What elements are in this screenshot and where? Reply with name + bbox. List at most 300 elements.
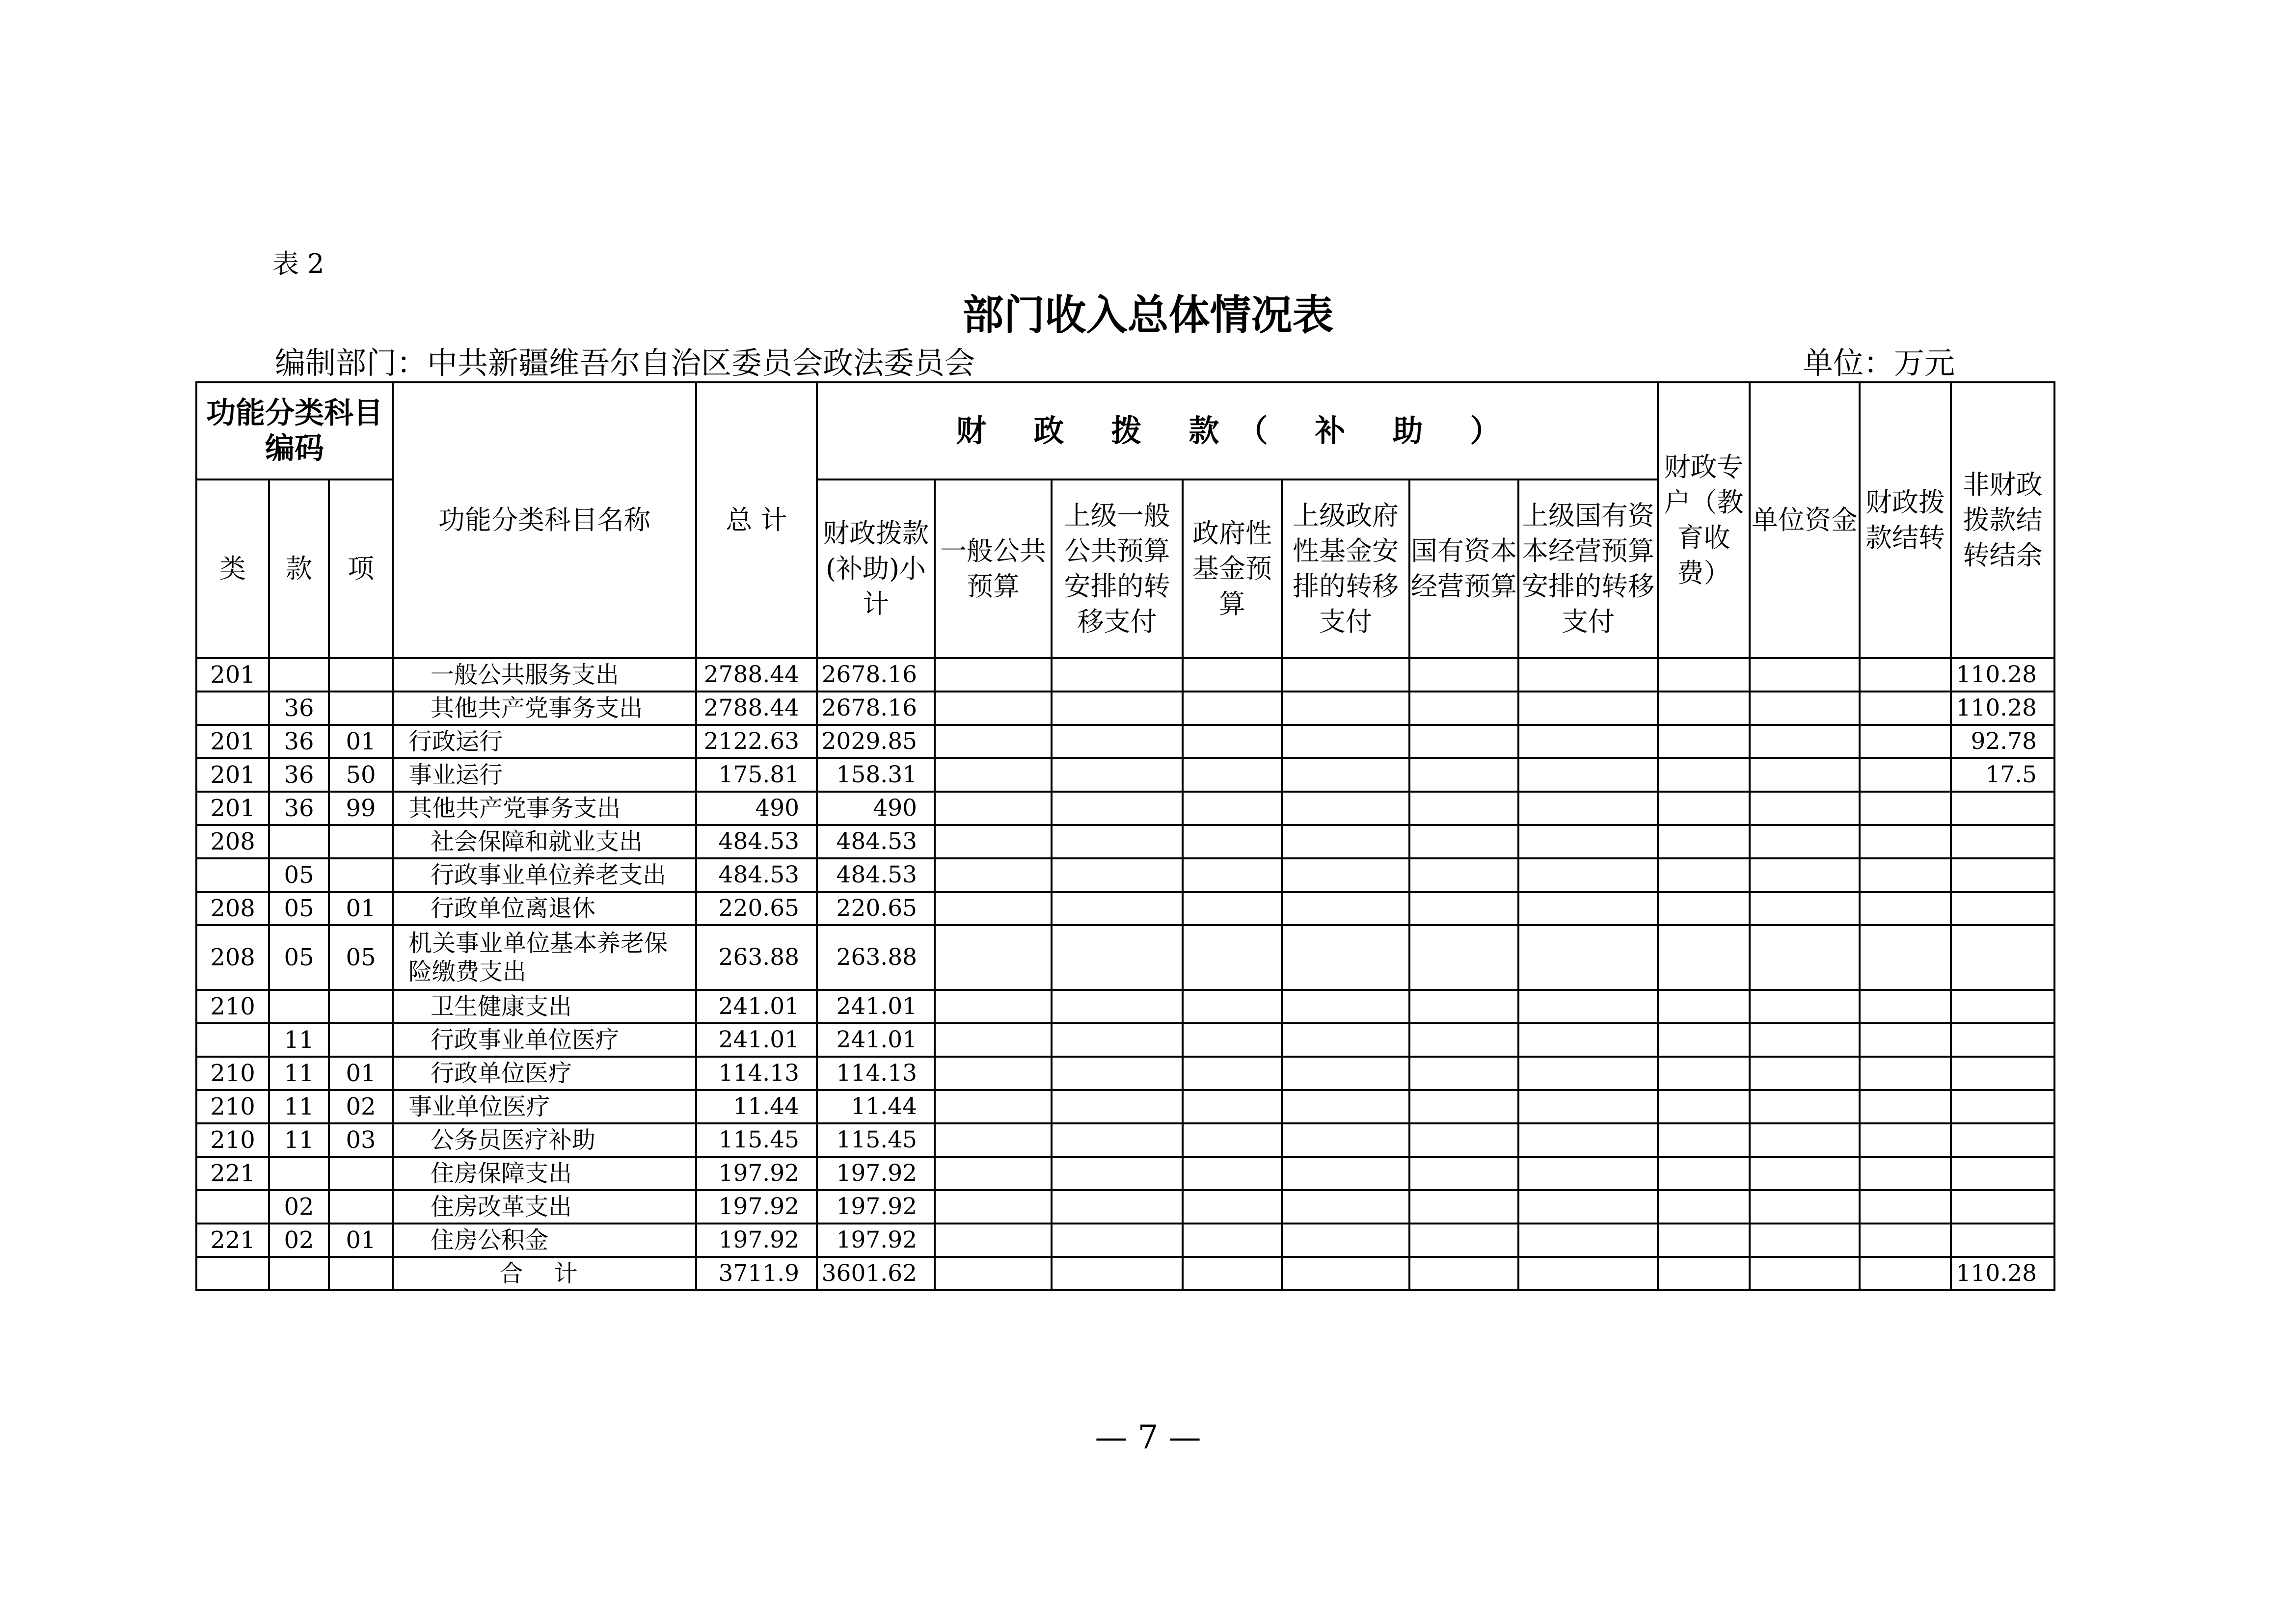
unit-label: 单位：万元 bbox=[1803, 345, 1955, 381]
table-row bbox=[196, 825, 2054, 858]
cell-empty bbox=[1518, 1257, 1658, 1290]
cell-empty bbox=[935, 1090, 1052, 1123]
cell-empty bbox=[935, 1057, 1052, 1090]
cell-empty bbox=[1860, 1224, 1951, 1257]
cell-kuan: 11 bbox=[269, 1023, 329, 1057]
cell-name: 行政事业单位医疗 bbox=[393, 1023, 696, 1057]
cell-empty bbox=[935, 758, 1052, 792]
cell-empty bbox=[1750, 858, 1860, 892]
cell-empty bbox=[269, 1257, 329, 1290]
cell-empty bbox=[1409, 858, 1518, 892]
table-row bbox=[196, 1190, 2054, 1224]
cell-empty bbox=[1750, 1023, 1860, 1057]
cell-empty bbox=[1052, 892, 1183, 925]
table-row bbox=[196, 1224, 2054, 1257]
cell-name: 机关事业单位基本养老保险缴费支出 bbox=[393, 925, 696, 990]
cell-empty bbox=[1282, 658, 1409, 692]
cell-empty bbox=[1282, 1057, 1409, 1090]
cell-empty bbox=[935, 1257, 1052, 1290]
cell-empty bbox=[1860, 758, 1951, 792]
cell-empty bbox=[1860, 1057, 1951, 1090]
cell-total: 484.53 bbox=[696, 825, 817, 858]
cell-nonfiscal bbox=[1951, 1057, 2054, 1090]
cell-empty bbox=[1409, 1090, 1518, 1123]
header-fiscal-carryover: 财政拨款结转 bbox=[1860, 382, 1951, 658]
cell-fiscal-subtotal: 241.01 bbox=[817, 990, 935, 1023]
cell-empty bbox=[1183, 658, 1282, 692]
cell-kuan: 02 bbox=[269, 1224, 329, 1257]
cell-empty bbox=[1658, 1057, 1750, 1090]
cell-empty bbox=[1409, 825, 1518, 858]
cell-empty bbox=[1518, 1190, 1658, 1224]
cell-lei: 201 bbox=[196, 725, 269, 758]
cell-nonfiscal bbox=[1951, 858, 2054, 892]
cell-empty bbox=[1052, 990, 1183, 1023]
cell-empty bbox=[1658, 1023, 1750, 1057]
cell-xiang: 01 bbox=[329, 1224, 393, 1257]
header-code-group: 功能分类科目编码 bbox=[196, 382, 393, 479]
cell-fiscal-subtotal: 11.44 bbox=[817, 1090, 935, 1123]
cell-fiscal-subtotal: 114.13 bbox=[817, 1057, 935, 1090]
cell-xiang: 99 bbox=[329, 792, 393, 825]
cell-nonfiscal bbox=[1951, 1190, 2054, 1224]
cell-empty bbox=[1183, 892, 1282, 925]
cell-total: 3711.9 bbox=[696, 1257, 817, 1290]
cell-total: 175.81 bbox=[696, 758, 817, 792]
cell-kuan: 11 bbox=[269, 1057, 329, 1090]
cell-empty bbox=[1409, 990, 1518, 1023]
cell-name: 一般公共服务支出 bbox=[393, 658, 696, 692]
cell-total: 2788.44 bbox=[696, 658, 817, 692]
cell-empty bbox=[1282, 990, 1409, 1023]
cell-nonfiscal: 110.28 bbox=[1951, 1257, 2054, 1290]
cell-total: 197.92 bbox=[696, 1224, 817, 1257]
cell-name: 公务员医疗补助 bbox=[393, 1123, 696, 1157]
cell-empty bbox=[1518, 858, 1658, 892]
cell-empty bbox=[1658, 858, 1750, 892]
cell-empty bbox=[1750, 692, 1860, 725]
cell-empty bbox=[1658, 925, 1750, 990]
cell-empty bbox=[1409, 1057, 1518, 1090]
cell-total: 114.13 bbox=[696, 1057, 817, 1090]
cell-kuan bbox=[269, 658, 329, 692]
cell-empty bbox=[1183, 1090, 1282, 1123]
cell-fiscal-subtotal: 263.88 bbox=[817, 925, 935, 990]
cell-empty bbox=[1518, 1090, 1658, 1123]
cell-empty bbox=[329, 1257, 393, 1290]
header-total: 总 计 bbox=[696, 382, 817, 658]
cell-empty bbox=[1052, 1057, 1183, 1090]
cell-xiang bbox=[329, 692, 393, 725]
cell-empty bbox=[1282, 925, 1409, 990]
cell-total: 241.01 bbox=[696, 1023, 817, 1057]
cell-empty bbox=[935, 792, 1052, 825]
cell-lei: 201 bbox=[196, 792, 269, 825]
cell-empty bbox=[1750, 658, 1860, 692]
cell-empty bbox=[1860, 1190, 1951, 1224]
cell-empty bbox=[1183, 925, 1282, 990]
cell-empty bbox=[1860, 925, 1951, 990]
cell-empty bbox=[1409, 892, 1518, 925]
cell-empty bbox=[1518, 1157, 1658, 1190]
cell-empty bbox=[1860, 990, 1951, 1023]
cell-kuan: 05 bbox=[269, 925, 329, 990]
table-row bbox=[196, 792, 2054, 825]
cell-empty bbox=[1860, 1090, 1951, 1123]
cell-xiang bbox=[329, 1023, 393, 1057]
cell-lei: 201 bbox=[196, 758, 269, 792]
table-row bbox=[196, 1057, 2054, 1090]
cell-empty bbox=[1658, 1123, 1750, 1157]
cell-name: 行政单位离退休 bbox=[393, 892, 696, 925]
header-upper-gov-fund-transfer: 上级政府性基金安排的转移支付 bbox=[1282, 479, 1409, 658]
cell-empty bbox=[1750, 825, 1860, 858]
cell-empty bbox=[1183, 1157, 1282, 1190]
cell-empty bbox=[1282, 1257, 1409, 1290]
cell-empty bbox=[1658, 758, 1750, 792]
cell-xiang bbox=[329, 658, 393, 692]
department-label: 编制部门：中共新疆维吾尔自治区委员会政法委员会 bbox=[275, 345, 975, 381]
cell-fiscal-subtotal: 490 bbox=[817, 792, 935, 825]
cell-empty bbox=[196, 1257, 269, 1290]
cell-empty bbox=[1282, 1157, 1409, 1190]
header-name: 功能分类科目名称 bbox=[393, 382, 696, 658]
cell-empty bbox=[1282, 758, 1409, 792]
cell-empty bbox=[1052, 792, 1183, 825]
cell-name: 事业运行 bbox=[393, 758, 696, 792]
cell-empty bbox=[1518, 792, 1658, 825]
table-row bbox=[196, 990, 2054, 1023]
cell-empty bbox=[1183, 1190, 1282, 1224]
cell-empty bbox=[1052, 1023, 1183, 1057]
cell-empty bbox=[1183, 725, 1282, 758]
cell-empty bbox=[1282, 1190, 1409, 1224]
cell-empty bbox=[935, 725, 1052, 758]
cell-fiscal-subtotal: 2029.85 bbox=[817, 725, 935, 758]
cell-lei bbox=[196, 692, 269, 725]
table-row bbox=[196, 692, 2054, 725]
cell-empty bbox=[935, 825, 1052, 858]
table-row bbox=[196, 1123, 2054, 1157]
cell-nonfiscal bbox=[1951, 1157, 2054, 1190]
cell-empty bbox=[1860, 892, 1951, 925]
cell-empty bbox=[1658, 1157, 1750, 1190]
cell-empty bbox=[1518, 1057, 1658, 1090]
cell-fiscal-subtotal: 197.92 bbox=[817, 1190, 935, 1224]
cell-empty bbox=[1750, 758, 1860, 792]
cell-empty bbox=[1052, 825, 1183, 858]
cell-name: 行政事业单位养老支出 bbox=[393, 858, 696, 892]
cell-empty bbox=[1518, 825, 1658, 858]
cell-empty bbox=[1860, 1257, 1951, 1290]
cell-nonfiscal bbox=[1951, 1224, 2054, 1257]
cell-fiscal-subtotal: 484.53 bbox=[817, 825, 935, 858]
cell-xiang bbox=[329, 825, 393, 858]
cell-total: 2788.44 bbox=[696, 692, 817, 725]
header-fiscal-group: 财 政 拨 款（ 补 助 ） bbox=[817, 382, 1658, 479]
cell-empty bbox=[1052, 1190, 1183, 1224]
cell-empty bbox=[1658, 892, 1750, 925]
cell-empty bbox=[1750, 1090, 1860, 1123]
cell-empty bbox=[1282, 1224, 1409, 1257]
cell-empty bbox=[1860, 858, 1951, 892]
page-title: 部门收入总体情况表 bbox=[962, 291, 1334, 339]
cell-nonfiscal bbox=[1951, 825, 2054, 858]
cell-empty bbox=[1750, 1224, 1860, 1257]
cell-total: 241.01 bbox=[696, 990, 817, 1023]
cell-empty bbox=[1658, 1090, 1750, 1123]
cell-total: 220.65 bbox=[696, 892, 817, 925]
cell-lei: 210 bbox=[196, 1123, 269, 1157]
cell-empty bbox=[1052, 1090, 1183, 1123]
income-table bbox=[195, 381, 2055, 1291]
cell-empty bbox=[935, 692, 1052, 725]
cell-empty bbox=[1052, 758, 1183, 792]
header-fiscal-special: 财政专户（教育收费） bbox=[1658, 382, 1750, 658]
cell-empty bbox=[1658, 692, 1750, 725]
cell-kuan: 36 bbox=[269, 725, 329, 758]
cell-empty bbox=[1860, 658, 1951, 692]
cell-kuan: 05 bbox=[269, 858, 329, 892]
cell-empty bbox=[1518, 925, 1658, 990]
cell-empty bbox=[935, 1023, 1052, 1057]
cell-empty bbox=[1282, 792, 1409, 825]
cell-fiscal-subtotal: 484.53 bbox=[817, 858, 935, 892]
cell-empty bbox=[1518, 658, 1658, 692]
cell-empty bbox=[1409, 1023, 1518, 1057]
cell-empty bbox=[935, 1224, 1052, 1257]
cell-empty bbox=[1183, 1257, 1282, 1290]
cell-empty bbox=[1183, 792, 1282, 825]
cell-empty bbox=[1409, 692, 1518, 725]
cell-lei: 208 bbox=[196, 892, 269, 925]
cell-empty bbox=[1282, 725, 1409, 758]
cell-empty bbox=[1750, 1123, 1860, 1157]
cell-empty bbox=[1658, 990, 1750, 1023]
table-label: 表 2 bbox=[272, 248, 324, 279]
cell-total: 484.53 bbox=[696, 858, 817, 892]
cell-empty bbox=[1409, 1257, 1518, 1290]
cell-nonfiscal bbox=[1951, 925, 2054, 990]
cell-lei bbox=[196, 1190, 269, 1224]
cell-empty bbox=[1183, 1023, 1282, 1057]
table-row bbox=[196, 725, 2054, 758]
cell-name: 其他共产党事务支出 bbox=[393, 692, 696, 725]
cell-empty bbox=[1860, 825, 1951, 858]
cell-empty bbox=[1658, 792, 1750, 825]
cell-empty bbox=[1518, 990, 1658, 1023]
cell-empty bbox=[1183, 758, 1282, 792]
cell-empty bbox=[1518, 692, 1658, 725]
cell-name: 住房公积金 bbox=[393, 1224, 696, 1257]
cell-empty bbox=[1052, 1123, 1183, 1157]
cell-empty bbox=[935, 892, 1052, 925]
cell-lei: 210 bbox=[196, 990, 269, 1023]
cell-empty bbox=[1409, 758, 1518, 792]
cell-empty bbox=[1052, 658, 1183, 692]
cell-name: 事业单位医疗 bbox=[393, 1090, 696, 1123]
cell-fiscal-subtotal: 2678.16 bbox=[817, 692, 935, 725]
cell-empty bbox=[1860, 1123, 1951, 1157]
cell-name: 住房改革支出 bbox=[393, 1190, 696, 1224]
cell-empty bbox=[1750, 892, 1860, 925]
header-lei: 类 bbox=[196, 479, 269, 658]
cell-empty bbox=[1052, 692, 1183, 725]
cell-lei: 221 bbox=[196, 1157, 269, 1190]
header-state-capital: 国有资本经营预算 bbox=[1409, 479, 1518, 658]
table-row bbox=[196, 1157, 2054, 1190]
header-upper-state-capital-transfer: 上级国有资本经营预算安排的转移支付 bbox=[1518, 479, 1658, 658]
cell-xiang: 03 bbox=[329, 1123, 393, 1157]
cell-nonfiscal: 110.28 bbox=[1951, 692, 2054, 725]
cell-empty bbox=[1282, 1123, 1409, 1157]
cell-empty bbox=[1750, 792, 1860, 825]
cell-total: 197.92 bbox=[696, 1190, 817, 1224]
cell-empty bbox=[1658, 1224, 1750, 1257]
cell-empty bbox=[1750, 990, 1860, 1023]
cell-empty bbox=[935, 925, 1052, 990]
cell-nonfiscal bbox=[1951, 1090, 2054, 1123]
header-unit-funds: 单位资金 bbox=[1750, 382, 1860, 658]
cell-total: 197.92 bbox=[696, 1157, 817, 1190]
cell-lei: 210 bbox=[196, 1057, 269, 1090]
cell-lei: 210 bbox=[196, 1090, 269, 1123]
cell-empty bbox=[1518, 892, 1658, 925]
cell-fiscal-subtotal: 241.01 bbox=[817, 1023, 935, 1057]
cell-nonfiscal: 17.5 bbox=[1951, 758, 2054, 792]
cell-empty bbox=[1518, 725, 1658, 758]
cell-empty bbox=[1052, 1224, 1183, 1257]
cell-empty bbox=[1183, 1224, 1282, 1257]
header-nonfiscal-carryover: 非财政拨款结转结余 bbox=[1951, 382, 2054, 658]
cell-nonfiscal: 110.28 bbox=[1951, 658, 2054, 692]
cell-empty bbox=[1860, 692, 1951, 725]
cell-lei: 201 bbox=[196, 658, 269, 692]
cell-empty bbox=[1518, 758, 1658, 792]
cell-empty bbox=[1409, 658, 1518, 692]
header-gov-fund: 政府性基金预算 bbox=[1183, 479, 1282, 658]
cell-empty bbox=[1658, 1257, 1750, 1290]
cell-empty bbox=[1658, 825, 1750, 858]
cell-kuan: 36 bbox=[269, 758, 329, 792]
cell-kuan: 36 bbox=[269, 692, 329, 725]
table-row bbox=[196, 658, 2054, 692]
header-general-public: 一般公共预算 bbox=[935, 479, 1052, 658]
table-row bbox=[196, 758, 2054, 792]
cell-xiang: 02 bbox=[329, 1090, 393, 1123]
cell-empty bbox=[1750, 1190, 1860, 1224]
cell-empty bbox=[1409, 925, 1518, 990]
cell-empty bbox=[1860, 1023, 1951, 1057]
cell-empty bbox=[1860, 792, 1951, 825]
cell-xiang bbox=[329, 858, 393, 892]
cell-xiang: 01 bbox=[329, 1057, 393, 1090]
cell-empty bbox=[1518, 1123, 1658, 1157]
cell-fiscal-subtotal: 2678.16 bbox=[817, 658, 935, 692]
cell-empty bbox=[1658, 1190, 1750, 1224]
cell-fiscal-subtotal: 197.92 bbox=[817, 1157, 935, 1190]
cell-nonfiscal bbox=[1951, 1023, 2054, 1057]
cell-total: 490 bbox=[696, 792, 817, 825]
cell-empty bbox=[935, 990, 1052, 1023]
cell-empty bbox=[1409, 792, 1518, 825]
cell-nonfiscal: 92.78 bbox=[1951, 725, 2054, 758]
cell-nonfiscal bbox=[1951, 1123, 2054, 1157]
table-row bbox=[196, 1023, 2054, 1057]
header-fiscal-subtotal: 财政拨款(补助)小计 bbox=[817, 479, 935, 658]
cell-kuan bbox=[269, 1157, 329, 1190]
cell-empty bbox=[1183, 1123, 1282, 1157]
cell-empty bbox=[1183, 1057, 1282, 1090]
cell-fiscal-subtotal: 115.45 bbox=[817, 1123, 935, 1157]
cell-kuan: 36 bbox=[269, 792, 329, 825]
cell-empty bbox=[1860, 1157, 1951, 1190]
cell-empty bbox=[935, 658, 1052, 692]
cell-empty bbox=[1658, 658, 1750, 692]
cell-empty bbox=[1658, 725, 1750, 758]
cell-empty bbox=[935, 1157, 1052, 1190]
cell-empty bbox=[1052, 925, 1183, 990]
header-xiang: 项 bbox=[329, 479, 393, 658]
cell-xiang: 01 bbox=[329, 892, 393, 925]
cell-nonfiscal bbox=[1951, 892, 2054, 925]
cell-fiscal-subtotal: 3601.62 bbox=[817, 1257, 935, 1290]
cell-name: 卫生健康支出 bbox=[393, 990, 696, 1023]
cell-kuan: 11 bbox=[269, 1090, 329, 1123]
cell-fiscal-subtotal: 158.31 bbox=[817, 758, 935, 792]
cell-empty bbox=[1183, 858, 1282, 892]
cell-empty bbox=[1282, 858, 1409, 892]
cell-total: 11.44 bbox=[696, 1090, 817, 1123]
cell-empty bbox=[1052, 1157, 1183, 1190]
cell-empty bbox=[1282, 1090, 1409, 1123]
cell-kuan: 05 bbox=[269, 892, 329, 925]
cell-empty bbox=[1282, 692, 1409, 725]
cell-empty bbox=[1860, 725, 1951, 758]
header-kuan: 款 bbox=[269, 479, 329, 658]
cell-name: 其他共产党事务支出 bbox=[393, 792, 696, 825]
header-upper-general-transfer: 上级一般公共预算安排的转移支付 bbox=[1052, 479, 1183, 658]
cell-empty bbox=[1409, 1123, 1518, 1157]
cell-lei bbox=[196, 1023, 269, 1057]
cell-empty bbox=[935, 858, 1052, 892]
cell-total-label: 合 计 bbox=[393, 1257, 696, 1290]
cell-empty bbox=[1750, 1157, 1860, 1190]
cell-xiang: 05 bbox=[329, 925, 393, 990]
cell-lei: 208 bbox=[196, 925, 269, 990]
cell-empty bbox=[1750, 1257, 1860, 1290]
cell-empty bbox=[1409, 725, 1518, 758]
table-row bbox=[196, 858, 2054, 892]
cell-empty bbox=[1052, 1257, 1183, 1290]
cell-fiscal-subtotal: 220.65 bbox=[817, 892, 935, 925]
cell-empty bbox=[1183, 990, 1282, 1023]
cell-total: 2122.63 bbox=[696, 725, 817, 758]
cell-kuan: 11 bbox=[269, 1123, 329, 1157]
cell-empty bbox=[1409, 1224, 1518, 1257]
cell-name: 社会保障和就业支出 bbox=[393, 825, 696, 858]
cell-empty bbox=[1052, 858, 1183, 892]
cell-empty bbox=[1750, 725, 1860, 758]
cell-xiang bbox=[329, 990, 393, 1023]
cell-xiang: 01 bbox=[329, 725, 393, 758]
cell-total: 115.45 bbox=[696, 1123, 817, 1157]
cell-kuan: 02 bbox=[269, 1190, 329, 1224]
cell-empty bbox=[935, 1190, 1052, 1224]
cell-empty bbox=[1409, 1190, 1518, 1224]
cell-empty bbox=[1052, 725, 1183, 758]
cell-xiang bbox=[329, 1190, 393, 1224]
